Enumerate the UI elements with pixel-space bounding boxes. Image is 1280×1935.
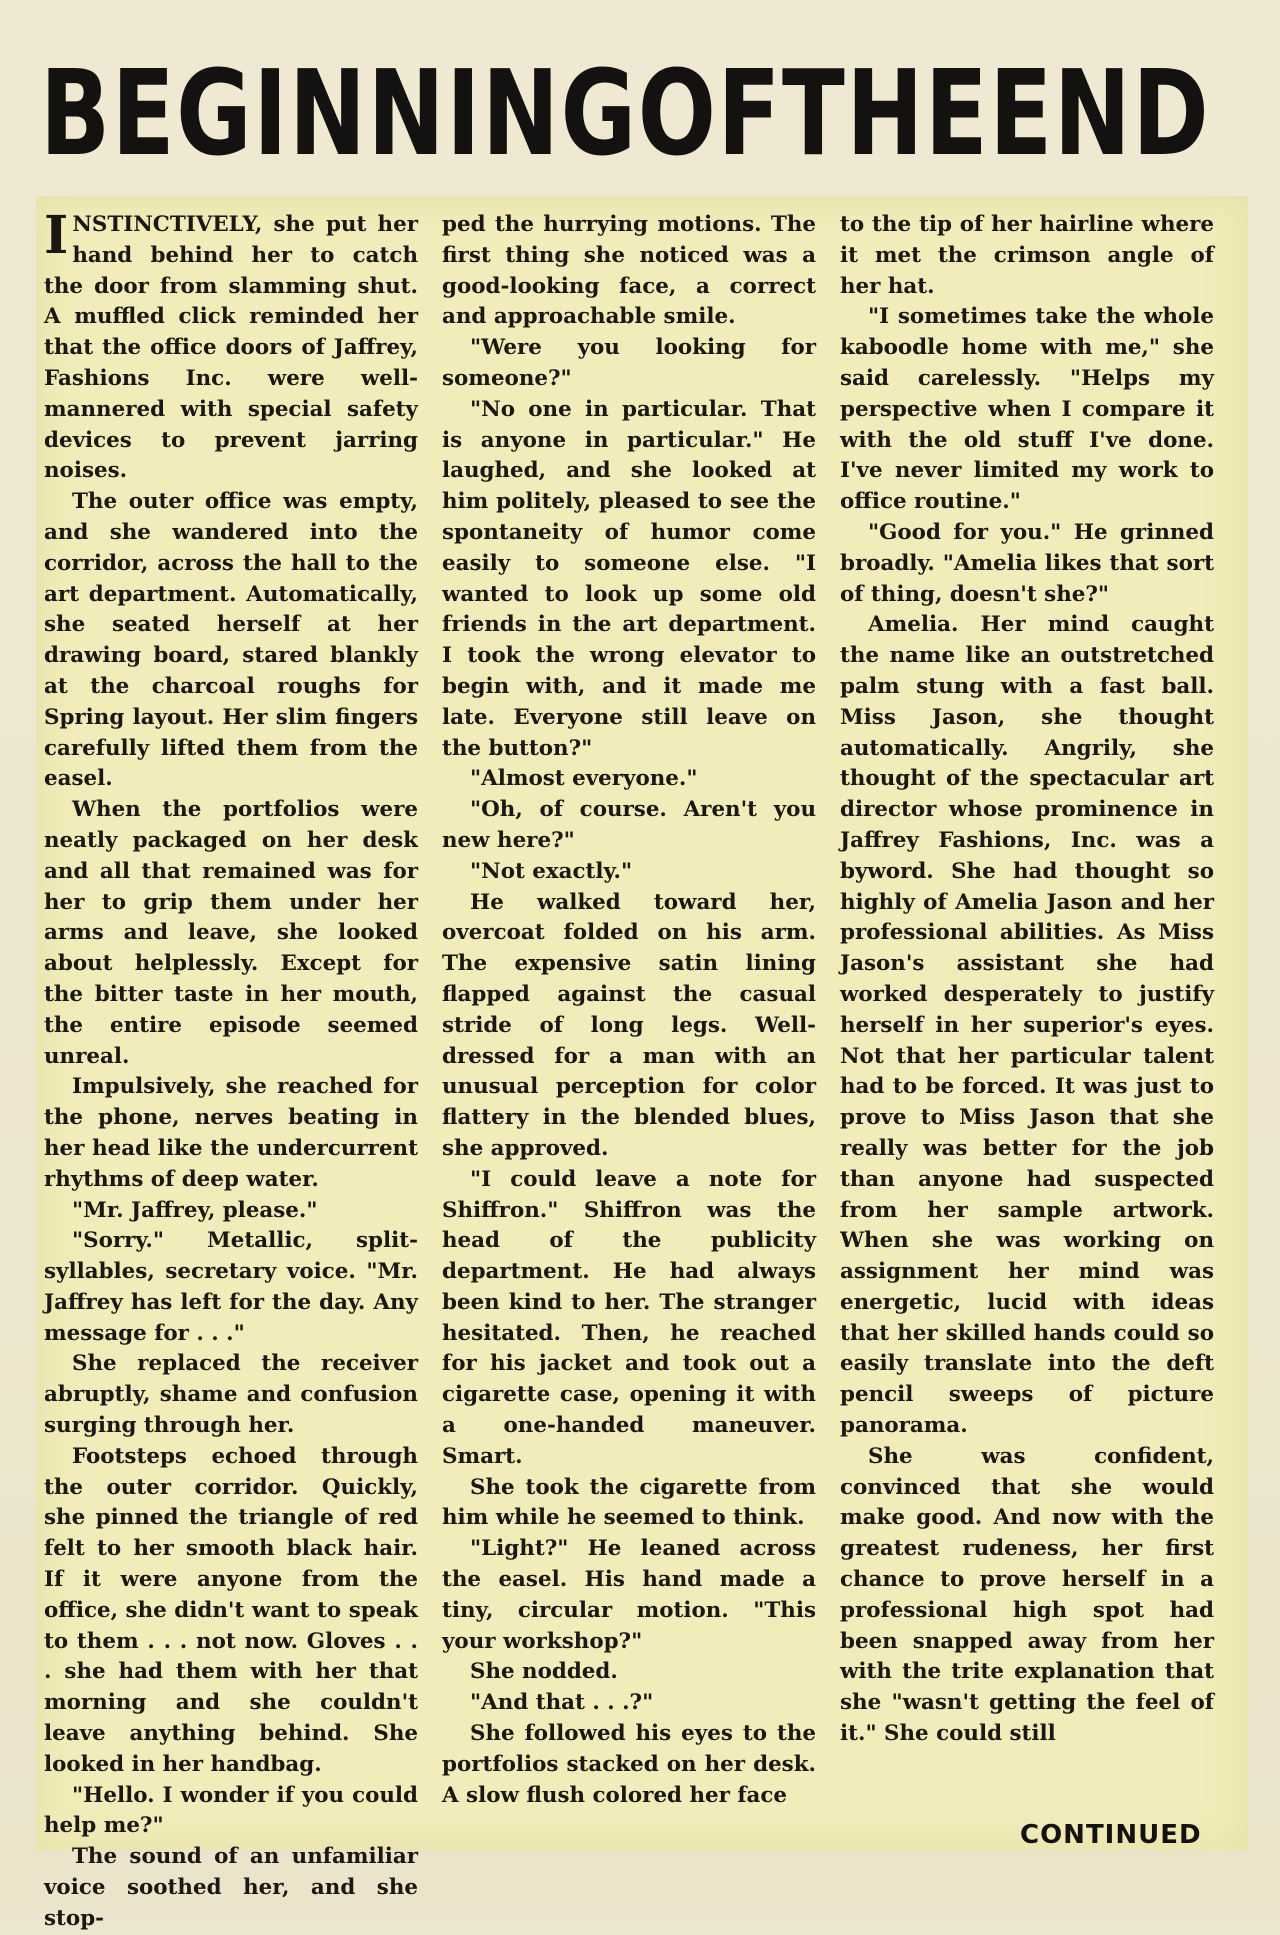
paragraph: She was confident, convinced that she would make good. And now with the greatest rudeness, her first chance to prove herself in a professional high spot had been snapped away from her with the trite explanation that she "wasn't getting the feel of it." She could still xyxy=(840,1443,1214,1747)
continued-label: CONTINUED xyxy=(1020,1820,1202,1850)
title-word: BEGINNING xyxy=(40,44,638,182)
paragraph: "Good for you." He grinned broadly. "Amelia likes that sort of thing, doesn't she?" xyxy=(840,519,1214,607)
story-title xyxy=(40,38,1211,188)
paragraph: "Light?" He leaned across the easel. His hand made a tiny, circular motion. "This your workshop?" xyxy=(442,1536,816,1654)
paragraph: "Almost everyone." xyxy=(470,766,698,792)
paragraph: The outer office was empty, and she wandered into the corridor, across the hall to the art department. Automatically, she seated herself at her drawing board, stared blankly at the charcoal roughs for Spring layout. Her slim fingers carefully lifted them from the easel. xyxy=(44,489,418,792)
paragraph: He walked toward her, overcoat folded on his arm. The expensive satin lining flapped against the casual stride of long legs. Well-dressed for a man with an unusual perception for color flattery in the blended blues, she approved. xyxy=(442,889,816,1161)
title-word: OF xyxy=(637,44,782,182)
paragraph: Amelia. Her mind caught the name like an outstretched palm stung with a fast ball. Miss Jason, she thought automatically. Angrily, she thought of the spectacular art director whose prominence in Jaffrey Fashions, Inc. was a byword. She had thought so highly of Amelia Jason and her professional abilities. As Miss Jason's assistant she had worked desperately to justify herself in her superior's eyes. Not that her particular talent had to be forced. It was just to prove to Miss Jason that she really was better for the job than anyone had suspected from her sample artwork. When she was working on assignment her mind was energetic, lucid with ideas that her skilled hands could so easily translate into the deft pencil sweeps of picture panorama. xyxy=(840,612,1214,1439)
paragraph: She replaced the receiver abruptly, shame and confusion surging through her. xyxy=(44,1351,418,1439)
paragraph: When the portfolios were neatly packaged on her desk and all that remained was for her to grip them under her arms and leave, she looked about helplessly. Except for the bitter taste in her mouth, the entire episode seemed unreal. xyxy=(44,797,418,1069)
paragraph: "Mr. Jaffrey, please." xyxy=(72,1197,318,1223)
paragraph: ped the hurrying motions. The first thing she noticed was a good-looking face, a correct and approachable smile. xyxy=(442,212,816,330)
paragraph: She followed his eyes to the portfolios stacked on her desk. A slow flush colored her face xyxy=(442,1721,816,1808)
paragraph: The sound of an unfamiliar voice soothed her, and she stop- xyxy=(44,1844,418,1931)
paragraph: "Not exactly." xyxy=(470,858,633,884)
paragraph: "I could leave a note for Shiffron." Shiffron was the head of the publicity department. He had always been kind to her. The stranger hesitated. Then, he reached for his jacket and took out a cigarette case, opening it with a one-handed maneuver. Smart. xyxy=(442,1166,816,1469)
paragraph: "I sometimes take the whole kaboodle home with me," she said carelessly. "Helps my perspective when I compare it with the old stuff I've done. I've never limited my work to office routine." xyxy=(840,304,1214,515)
text-column-1 xyxy=(44,205,418,1935)
text-column-2 xyxy=(442,210,816,1811)
paragraph: "And that . . .?" xyxy=(470,1690,654,1716)
title-word: THE xyxy=(781,44,990,182)
text-column-3 xyxy=(840,210,1214,1750)
paragraph: INSTINCTIVELY, she put her hand behind her to catch the door from slamming shut. A muffled click reminded her that the office doors of Jaffrey, Fashions Inc. were well-mannered with special safety devices to prevent jarring noises. xyxy=(44,205,418,484)
story-text-panel xyxy=(36,196,1248,1931)
title-word: END xyxy=(989,44,1211,182)
paragraph: She nodded. xyxy=(470,1659,618,1685)
paragraph: "No one in particular. That is anyone in particular." He laughed, and she looked at him politely, pleased to see the spontaneity of humor come easily to someone else. "I wanted to look up some old friends in the art department. I took the wrong elevator to begin with, and it made me late. Everyone still leave on the button?" xyxy=(442,396,816,761)
paragraph: Footsteps echoed through the outer corridor. Quickly, she pinned the triangle of red felt to her smooth black hair. If it were anyone from the office, she didn't want to speak to them . . . not now. Gloves . . . she had them with her that morning and she couldn't leave anything behind. She looked in her handbag. xyxy=(44,1443,418,1777)
paragraph: to the tip of her hairline where it met the crimson angle of her hat. xyxy=(840,212,1214,299)
paragraph: Impulsively, she reached for the phone, nerves beating in her head like the undercurrent rhythms of deep water. xyxy=(44,1074,418,1192)
paragraph: She took the cigarette from him while he seemed to think. xyxy=(442,1474,816,1531)
paragraph: "Hello. I wonder if you could help me?" xyxy=(44,1782,418,1839)
drop-cap: I xyxy=(44,205,69,266)
paragraph: "Were you looking for someone?" xyxy=(442,335,816,391)
paragraph: "Oh, of course. Aren't you new here?" xyxy=(442,797,816,853)
paragraph: "Sorry." Metallic, split-syllables, secretary voice. "Mr. Jaffrey has left for the day. Any message for . . ." xyxy=(44,1228,418,1346)
